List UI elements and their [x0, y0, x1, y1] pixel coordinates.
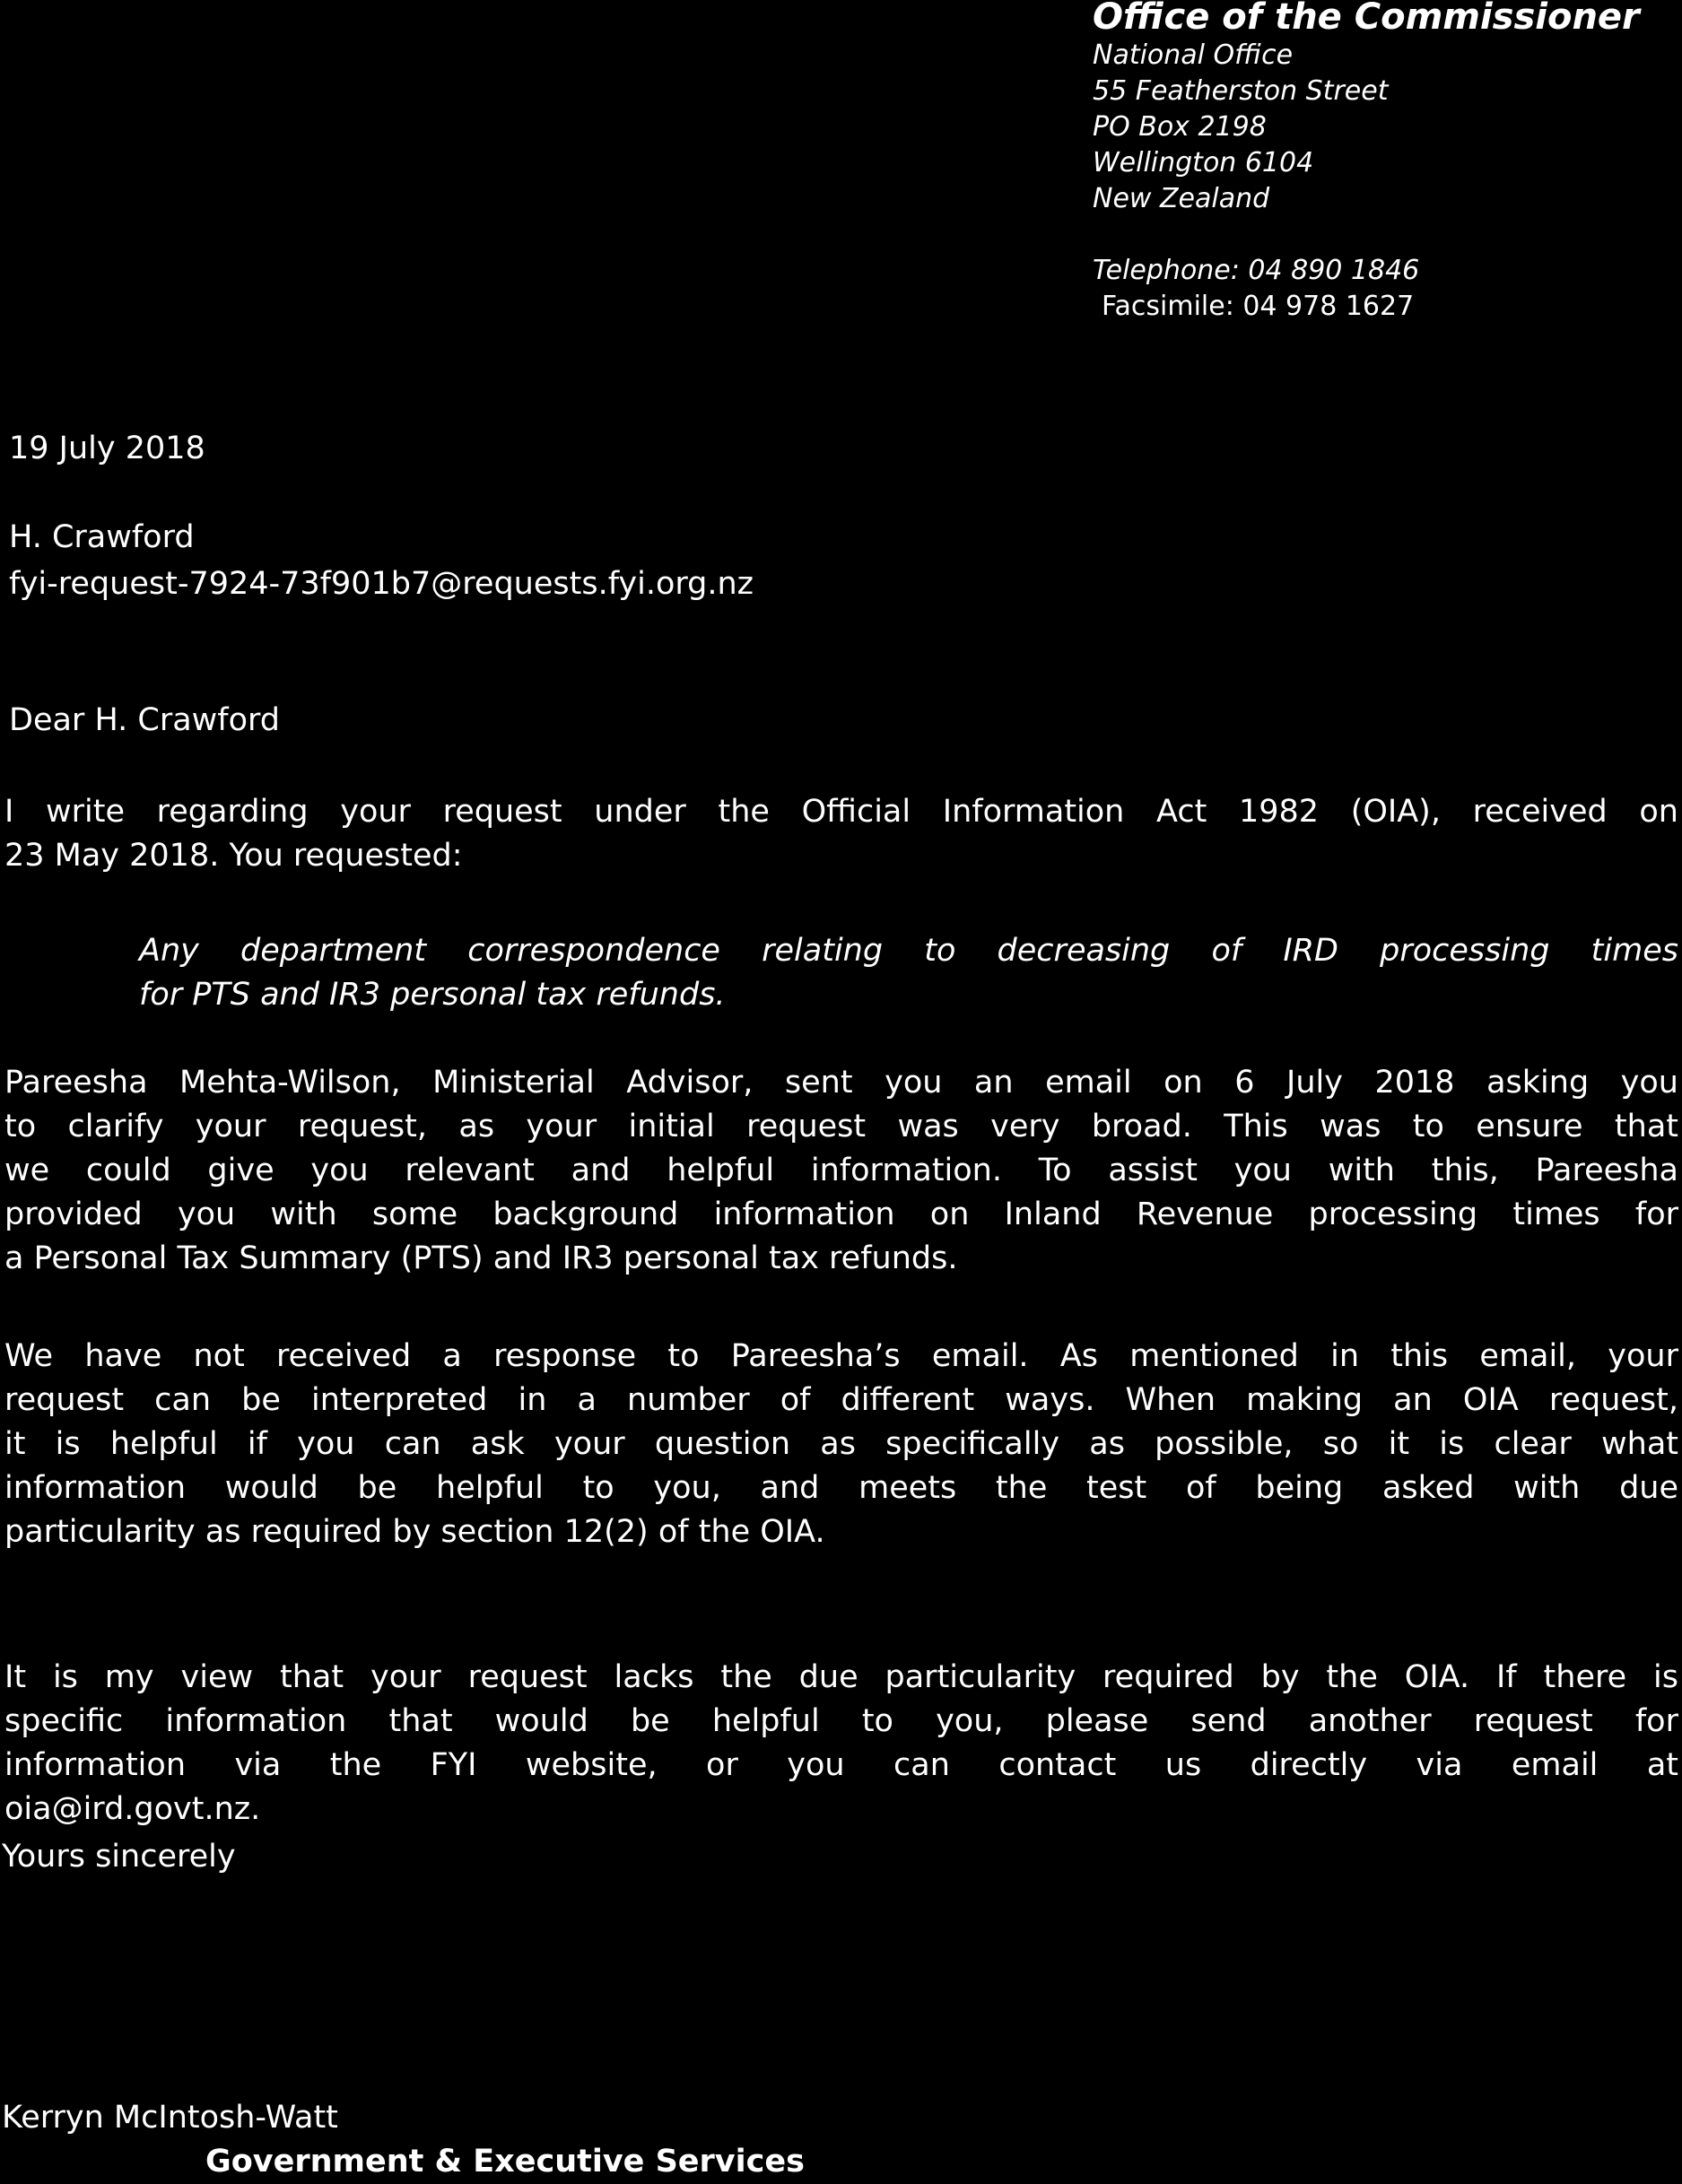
letterhead-address — [1093, 38, 1419, 325]
address-line: 55 Featherston Street — [1093, 75, 1389, 107]
text-line: particularity as required by section 12(2) of the OIA. — [4, 1514, 825, 1550]
text-line: we could give you relevant and helpful information. To assist you with this, Pareesha — [4, 1153, 1678, 1188]
text-line: information via the FYI website, or you can contact us directly via email at — [4, 1747, 1678, 1783]
text-line: provided you with some background information on Inland Revenue processing times for — [4, 1196, 1678, 1232]
text-line: information would be helpful to you, and meets the test of being asked with due — [4, 1470, 1678, 1506]
text-line: 23 May 2018. You requested: — [4, 838, 463, 874]
address-line: PO Box 2198 — [1093, 111, 1267, 143]
text-line: it is helpful if you can ask your question as specifically as possible, so it is clear what — [4, 1426, 1678, 1462]
facsimile: Facsimile: 04 978 1627 — [1102, 291, 1415, 322]
recipient-name: H. Crawford — [9, 519, 195, 555]
paragraph-clarification — [4, 1061, 1678, 1281]
text-line: Pareesha Mehta-Wilson, Ministerial Advisor, sent you an email on 6 July 2018 asking you — [4, 1065, 1678, 1101]
paragraph-no-response — [4, 1335, 1678, 1554]
signatory-name: Kerryn McIntosh-Watt — [2, 2100, 338, 2136]
text-line: It is my view that your request lacks the due particularity required by the OIA. If there is — [4, 1659, 1678, 1695]
address-line: National Office — [1093, 39, 1294, 71]
text-line: specific information that would be helpful to you, please send another request for — [4, 1703, 1678, 1739]
closing: Yours sincerely — [2, 1839, 236, 1875]
address-line: Wellington 6104 — [1093, 147, 1314, 178]
quoted-request — [139, 929, 1678, 1017]
address-line: New Zealand — [1093, 183, 1270, 214]
signatory-unit: Government & Executive Services — [205, 2144, 805, 2180]
text-line: We have not received a response to Pareesha’s email. As mentioned in this email, your — [4, 1338, 1678, 1374]
text-line: Any department correspondence relating to decreasing of IRD processing times — [139, 933, 1678, 969]
paragraph-request — [4, 790, 1678, 878]
salutation: Dear H. Crawford — [9, 702, 281, 738]
text-line: a Personal Tax Summary (PTS) and IR3 personal tax refunds. — [4, 1240, 958, 1276]
letter-date: 19 July 2018 — [9, 431, 205, 466]
text-line: to clarify your request, as your initial request was very broad. This was to ensure that — [4, 1109, 1678, 1144]
text-line: request can be interpreted in a number of different ways. When making an OIA request, — [4, 1382, 1678, 1418]
text-line: oia@ird.govt.nz. — [4, 1791, 261, 1827]
letterhead-office: Office of the Commissioner — [1093, 0, 1640, 38]
paragraph-decision — [4, 1656, 1678, 1832]
telephone: Telephone: 04 890 1846 — [1093, 255, 1420, 286]
text-line: I write regarding your request under the Official Information Act 1982 (OIA), received on — [4, 794, 1678, 830]
recipient-email: fyi-request-7924-73f901b7@requests.fyi.org.nz — [9, 566, 754, 602]
text-line: for PTS and IR3 personal tax refunds. — [139, 977, 726, 1013]
